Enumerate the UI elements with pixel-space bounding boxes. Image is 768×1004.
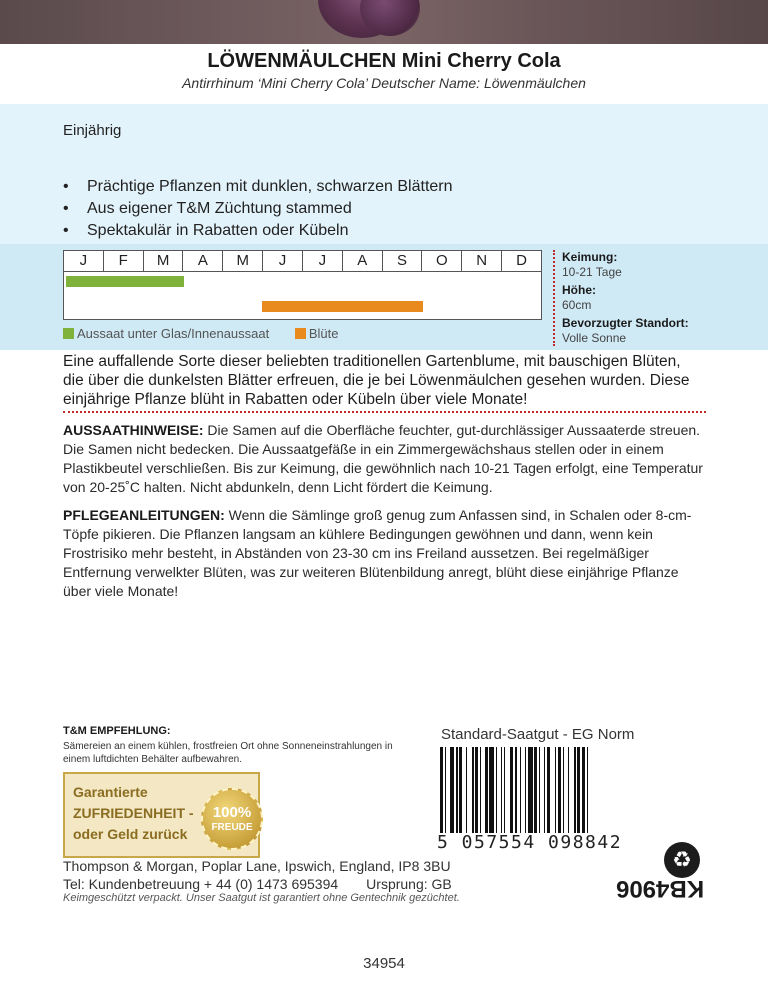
page-number: 34954 (363, 955, 405, 972)
recycle-icon: ♻ (664, 842, 700, 878)
flowering-legend-swatch (295, 328, 306, 339)
feature-item (63, 176, 453, 198)
sowing-period-bar (66, 276, 184, 287)
feature-text: Spektakulär in Rabatten oder Kübeln (87, 222, 349, 239)
guarantee-seal-icon (201, 788, 263, 850)
month-label: O (422, 251, 462, 271)
sowing-legend-swatch (63, 328, 74, 339)
product-description: Eine auffallende Sorte dieser beliebten traditionellen Gartenblume, mit bauschigen Blüten, die über die dunkelsten Blätter erfreuen, die je bei Löwenmäulchen gesehen wurden. Diese einjährige Pflanze blüht in Rabatten oder Kübeln über viele Monate! (63, 353, 690, 408)
flower-photo (0, 0, 768, 44)
month-label: J (263, 251, 303, 271)
recommendation-heading: T&M EMPFEHLUNG: (63, 725, 171, 737)
month-label: D (516, 252, 527, 269)
month-label: A (183, 251, 223, 271)
bullet-icon: • (63, 200, 69, 217)
height-value: 60cm (562, 298, 592, 312)
month-row (64, 251, 541, 272)
legal-note: Keimgeschützt verpackt. Unser Saatgut ist garantiert ohne Gentechnik gezüchtet. (63, 892, 460, 904)
feature-item (63, 220, 453, 242)
care-text: Wenn die Sämlinge groß genug zum Anfassen sind, in Schalen oder 8-cm-Töpfe pikieren. Die Pflanzen langsam an kühlere Bedingungen gewöhnen und dann, wenn kein Frostrisiko mehr besteht, in Abständen von 23-30 cm ins Freiland aussetzen. Bei regelmäßiger Entfernung verwelkter Blüten, was zur weiteren Blütenbildung anregt, blüht diese einjährige Pflanze über viele Monate! (63, 507, 692, 599)
standard-label: Standard-Saatgut - EG Norm (441, 726, 635, 743)
seal-percent: 100% (212, 804, 252, 821)
month-label: M (223, 251, 263, 271)
company-address: Thompson & Morgan, Poplar Lane, Ipswich, England, IP8 3BU (63, 858, 451, 874)
annual-label: Einjährig (63, 122, 122, 139)
bullet-icon: • (63, 178, 69, 195)
feature-text: Prächtige Pflanzen mit dunklen, schwarzen Blättern (87, 178, 453, 195)
seal-word: FREUDE (211, 822, 253, 833)
sowing-text: Die Samen auf die Oberfläche feuchter, gut-durchlässiger Aussaaterde streuen. Die Samen nicht bedecken. Die Aussaatgefäße in ein Zimmergewächshaus stellen oder in einem Plastikbeutel verschließen. Bis zur Keimung, die gewöhnlich nach 10-21 Tagen erfolgt, eine Temperatur von 20-25˚C halten. Nicht abdunkeln, denn Licht fördert die Keimung. (63, 422, 703, 495)
company-contact (63, 875, 543, 893)
feature-item (63, 198, 453, 220)
recommendation-text: Sämereien an einem kühlen, frostfreien Ort ohne Sonneneinstrahlungen in einem luftdichten Behälter aufbewahren. (63, 741, 393, 765)
origin-label: Ursprung: GB (366, 876, 452, 892)
sowing-instructions (63, 421, 703, 497)
location-heading: Bevorzugter Standort: (562, 316, 689, 330)
company-info (63, 857, 543, 893)
guarantee-line: ZUFRIEDENHEIT - (73, 805, 194, 821)
barcode-number: 5 057554 098842 (437, 832, 623, 853)
bullet-icon: • (63, 222, 69, 239)
guarantee-text (73, 782, 194, 845)
dotted-divider (63, 411, 706, 413)
month-label: N (462, 251, 502, 271)
product-title: LÖWENMÄULCHEN Mini Cherry Cola (207, 50, 561, 72)
product-code: KB4906 (616, 875, 705, 902)
guarantee-line: oder Geld zurück (73, 826, 188, 842)
flowering-period-bar (262, 301, 423, 312)
barcode-stripe (588, 747, 591, 833)
growing-info (562, 250, 689, 349)
flowering-legend-label: Blüte (308, 326, 339, 341)
month-label: M (144, 251, 184, 271)
sowing-calendar (63, 250, 542, 320)
month-label: S (383, 251, 423, 271)
feature-text: Aus eigener T&M Züchtung stammed (87, 200, 352, 217)
feature-list (63, 176, 453, 242)
care-heading: PFLEGEANLEITUNGEN: (63, 507, 225, 523)
calendar-legend (63, 326, 339, 341)
month-label: J (64, 251, 104, 271)
dotted-divider (553, 250, 555, 346)
germination-heading: Keimung: (562, 250, 618, 264)
company-phone: Tel: Kundenbetreuung + 44 (0) 1473 695394 (63, 876, 339, 892)
height-heading: Höhe: (562, 283, 596, 297)
sowing-heading: AUSSAATHINWEISE: (63, 422, 204, 438)
location-value: Volle Sonne (562, 331, 627, 345)
germination-value: 10-21 Tage (562, 265, 622, 279)
guarantee-line: Garantierte (73, 784, 148, 800)
guarantee-badge (63, 772, 260, 858)
month-label: A (343, 251, 383, 271)
care-instructions (63, 506, 703, 601)
month-label: F (104, 251, 144, 271)
barcode (440, 747, 662, 833)
month-label: J (303, 251, 343, 271)
sowing-legend-label: Aussaat unter Glas/Innenaussaat (77, 326, 270, 341)
product-subtitle: Antirrhinum ‘Mini Cherry Cola’ Deutscher Name: Löwenmäulchen (182, 75, 586, 91)
